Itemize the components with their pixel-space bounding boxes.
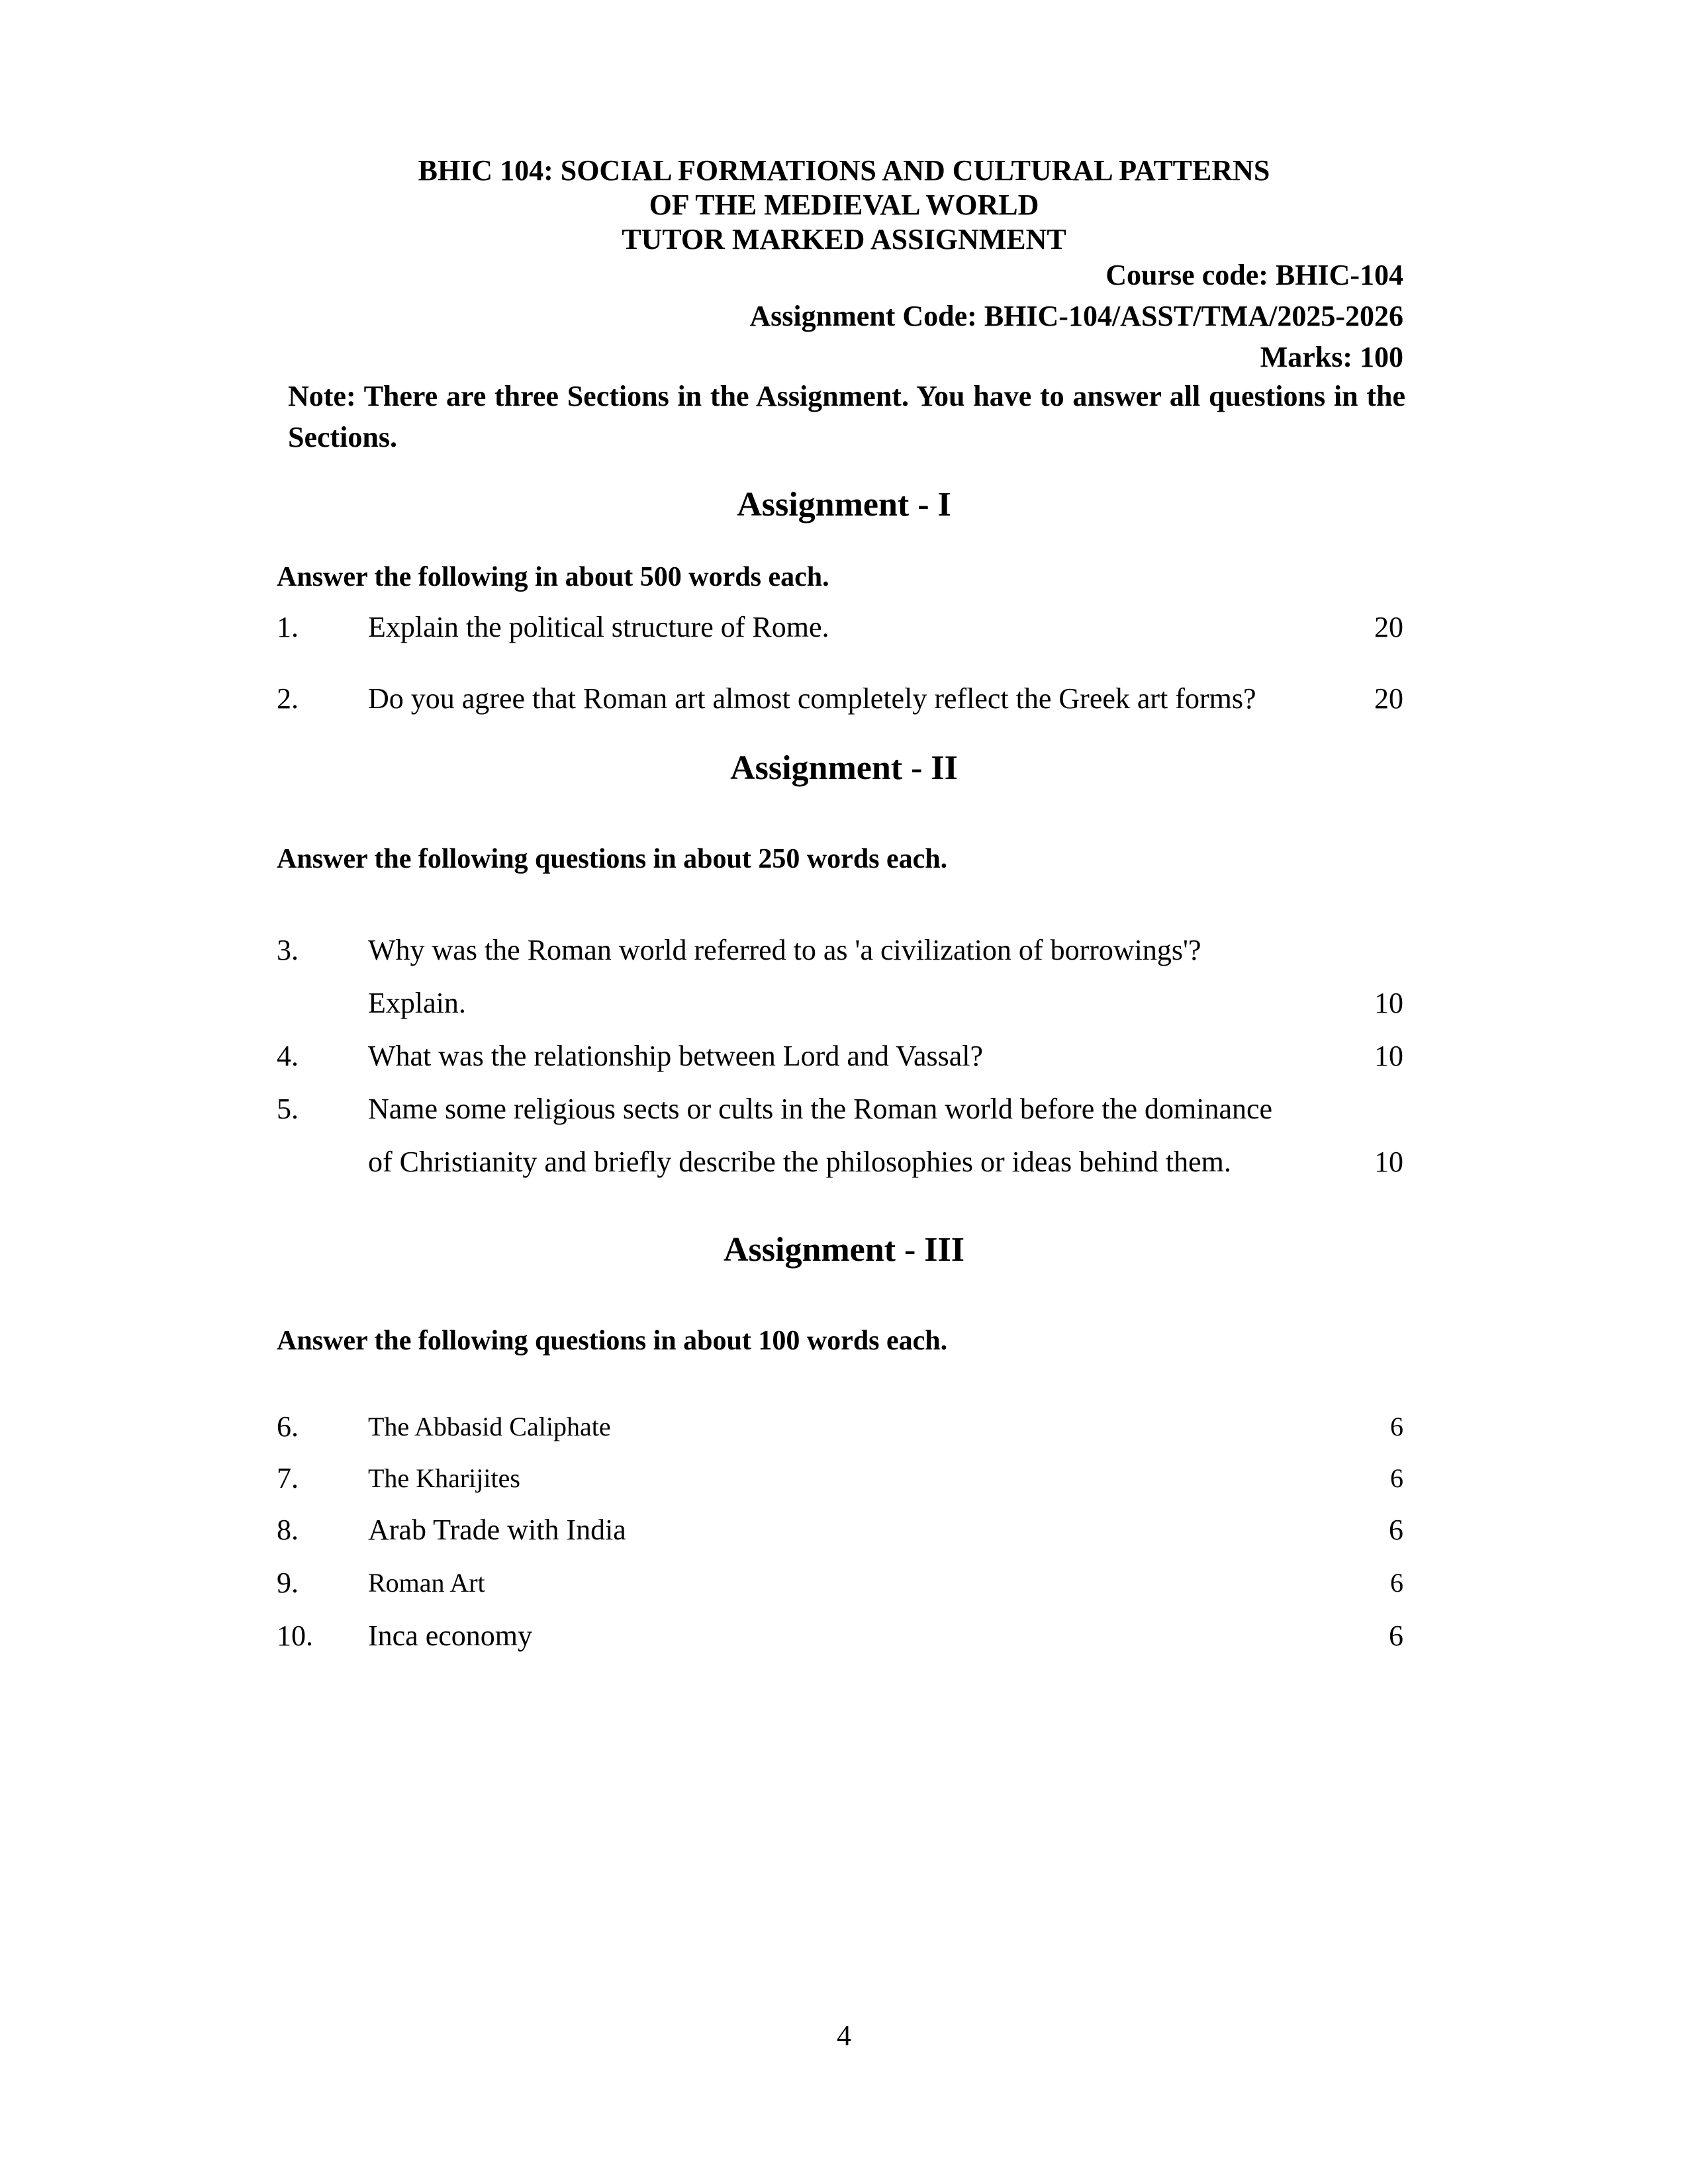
question-row — [0, 682, 1688, 716]
question-number: 10. — [277, 1619, 313, 1652]
section-heading-2: Assignment - II — [730, 749, 958, 787]
question-marks: 6 — [1390, 1568, 1403, 1598]
question-text: Explain the political structure of Rome. — [368, 611, 829, 643]
question-marks: 6 — [1390, 1412, 1403, 1441]
question-text: Do you agree that Roman art almost completely reflect the Greek art forms? — [368, 682, 1256, 715]
section-instruction-3: Answer the following questions in about 100 words each. — [277, 1326, 948, 1356]
question-text: of Christianity and briefly describe the philosophies or ideas behind them. — [368, 1146, 1231, 1178]
question-marks: 6 — [1389, 1514, 1403, 1546]
question-number: 3. — [277, 934, 299, 966]
question-row — [0, 1461, 1688, 1496]
question-number: 2. — [277, 682, 299, 715]
question-row — [0, 1566, 1688, 1600]
question-number: 4. — [277, 1040, 299, 1072]
question-row-continued — [0, 1145, 1688, 1179]
question-text: The Kharijites — [368, 1463, 520, 1493]
title-line-2: OF THE MEDIEVAL WORLD — [649, 189, 1039, 221]
question-marks: 10 — [1374, 1040, 1403, 1072]
question-marks: 20 — [1374, 611, 1403, 643]
question-row-continued — [0, 986, 1688, 1021]
question-number: 9. — [277, 1567, 299, 1599]
course-code: Course code: BHIC-104 — [1105, 259, 1403, 291]
note-text: Note: There are three Sections in the Assignment. You have to answer all questions in the Sections. — [288, 380, 1405, 453]
question-text: Name some religious sects or cults in the Roman world before the dominance — [368, 1093, 1273, 1125]
question-marks: 20 — [1374, 682, 1403, 715]
question-row — [0, 933, 1688, 968]
question-text: Why was the Roman world referred to as 'a civilization of borrowings'? — [368, 934, 1201, 966]
question-row — [0, 1039, 1688, 1073]
question-number: 5. — [277, 1093, 299, 1125]
question-text: Explain. — [368, 987, 466, 1019]
question-marks: 10 — [1374, 987, 1403, 1019]
question-text: Arab Trade with India — [368, 1514, 626, 1546]
title-line-3: TUTOR MARKED ASSIGNMENT — [622, 223, 1066, 255]
question-row — [0, 1092, 1688, 1126]
question-marks: 6 — [1389, 1619, 1403, 1652]
question-text: What was the relationship between Lord and Vassal? — [368, 1040, 984, 1072]
total-marks: Marks: 100 — [1260, 341, 1403, 373]
question-number: 6. — [277, 1410, 299, 1443]
section-heading-1: Assignment - I — [737, 486, 951, 523]
section-instruction-1: Answer the following in about 500 words each. — [277, 562, 829, 592]
question-text: Inca economy — [368, 1619, 532, 1652]
question-text: Roman Art — [368, 1568, 485, 1598]
question-row — [0, 610, 1688, 645]
section-heading-3: Assignment - III — [723, 1231, 965, 1269]
question-marks: 10 — [1374, 1146, 1403, 1178]
question-number: 8. — [277, 1514, 299, 1546]
title-line-1: BHIC 104: SOCIAL FORMATIONS AND CULTURAL PATTERNS — [418, 154, 1270, 187]
question-number: 7. — [277, 1462, 299, 1494]
page-number: 4 — [837, 2019, 851, 2052]
section-instruction-2: Answer the following questions in about 250 words each. — [277, 844, 948, 874]
assignment-code: Assignment Code: BHIC-104/ASST/TMA/2025-2026 — [749, 300, 1403, 332]
question-marks: 6 — [1390, 1463, 1403, 1493]
question-row — [0, 1410, 1688, 1444]
question-text: The Abbasid Caliphate — [368, 1412, 611, 1441]
question-row — [0, 1513, 1688, 1547]
question-row — [0, 1619, 1688, 1653]
question-number: 1. — [277, 611, 299, 643]
